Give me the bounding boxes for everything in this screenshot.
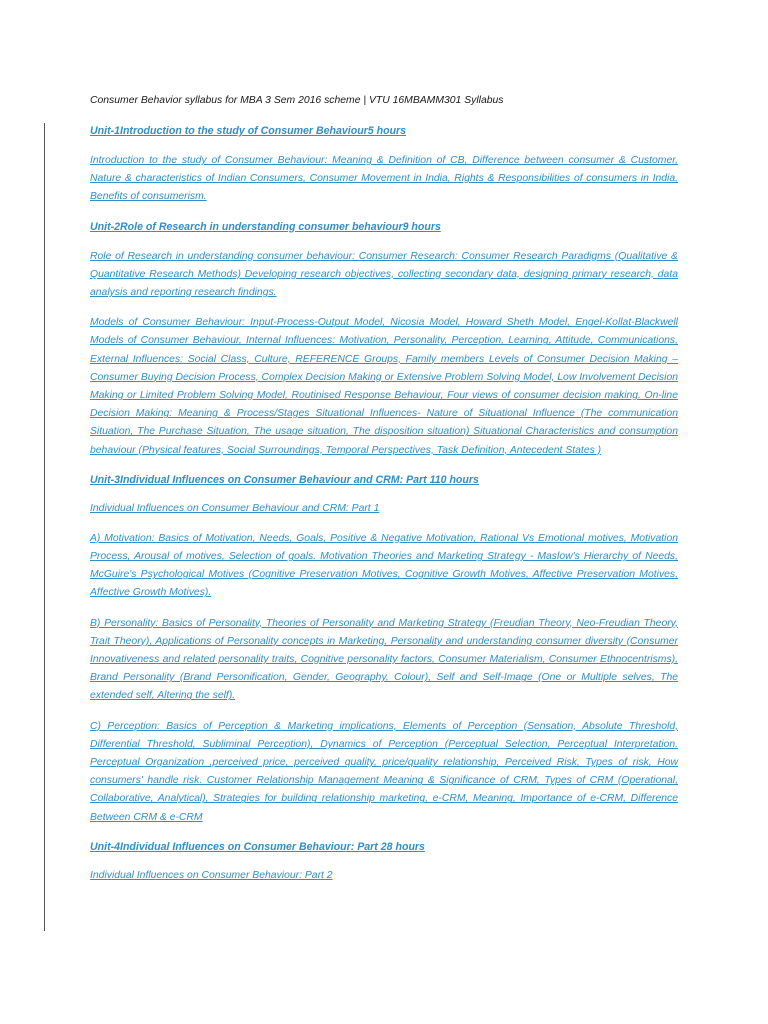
unit-3-heading-link[interactable]: Unit-3Individual Influences on Consumer Behaviour and CRM: Part 110 hours	[90, 473, 479, 486]
margin-change-bar	[44, 123, 45, 931]
unit-1-heading-link[interactable]: Unit-1Introduction to the study of Consumer Behaviour5 hours	[90, 125, 407, 137]
unit-2-paragraph-models-link[interactable]: Models of Consumer Behaviour: Input-Process-Output Model, Nicosia Model, Howard Sheth Model, Engel-Kollat-Blackwell Models of Consumer Behaviour, Internal Influences: Motivation, Personality, Perception, Learning, Attitude, Communications, External Influences: Social Class, Culture, REFERENCE Groups, Family members Levels of Consumer Decision Making – Consumer Buying Decision Process, Complex Decision Making or Extensive Problem Solving Model, Low Involvement Decision Making or Limited Problem Solving Model, Routinised Response Behaviour, Four views of consumer decision making. On-line Decision Making: Meaning & Process/Stages Situational Influences- Nature of Situational Influence (The communication Situation, The Purchase Situation, The usage situation, The disposition situation) Situational Characteristics and consumption behaviour (Physical features, Social Surroundings, Temporal Perspectives, Task Definition, Antecedent States )	[90, 317, 678, 456]
unit-4-heading-link[interactable]: Unit-4Individual Influences on Consumer Behaviour: Part 28 hours	[90, 840, 425, 853]
unit-3-personality-paragraph-link[interactable]: B) Personality: Basics of Personality, Theories of Personality and Marketing Strategy (Freudian Theory, Neo-Freudian Theory, Trait Theory), Applications of Personality concepts in Marketing, Personality and understanding consumer diversity (Consumer Innovativeness and related personality traits, Cognitive personality factors, Consumer Materialism, Consumer Ethnocentrisms), Brand Personality (Brand Personification, Gender, Geography, Colour), Self and Self-Image (One or Multiple selves, The extended self, Altering the self).	[90, 617, 678, 702]
unit-3-subheading-link[interactable]: Individual Influences on Consumer Behaviour and CRM: Part 1	[90, 502, 380, 514]
unit-3-motivation-paragraph-link[interactable]: A) Motivation: Basics of Motivation, Needs, Goals, Positive & Negative Motivation, Rational Vs Emotional motives, Motivation Process, Arousal of motives, Selection of goals. Motivation Theories and Marketing Strategy - Maslow's Hierarchy of Needs, McGuire's Psychological Motives (Cognitive Preservation Motives, Cognitive Growth Motives, Affective Preservation Motives, Affective Growth Motives).	[90, 532, 678, 599]
unit-2-paragraph-research-link[interactable]: Role of Research in understanding consumer behaviour: Consumer Research: Consumer Research Paradigms (Qualitative & Quantitative Research Methods) Developing research objectives, collecting secondary data, designing primary research, data analysis and reporting research findings.	[90, 250, 678, 299]
unit-4-subheading-link[interactable]: Individual Influences on Consumer Behaviour: Part 2	[90, 869, 333, 881]
unit-2-heading-link[interactable]: Unit-2Role of Research in understanding consumer behaviour9 hours	[90, 220, 441, 233]
document-title: Consumer Behavior syllabus for MBA 3 Sem 2016 scheme | VTU 16MBAMM301 Syllabus	[90, 95, 504, 106]
document-page	[90, 93, 678, 897]
unit-3-perception-paragraph-link[interactable]: C) Perception: Basics of Perception & Marketing implications, Elements of Perception (Sensation, Absolute Threshold, Differential Threshold, Subliminal Perception), Dynamics of Perception (Perceptual Selection, Perceptual Interpretation. Perceptual Organization ,perceived price, perceived quality, price/quality relationship, Perceived Risk, Types of risk, How consumers' handle risk. Customer Relationship Management Meaning & Significance of CRM, Types of CRM (Operational, Collaborative, Analytical), Strategies for building relationship marketing, e-CRM, Meaning, Importance of e-CRM, Difference Between CRM & e-CRM	[90, 720, 678, 823]
unit-1-paragraph-link[interactable]: Introduction to the study of Consumer Behaviour: Meaning & Definition of CB, Difference between consumer & Customer, Nature & characteristics of Indian Consumers, Consumer Movement in India, Rights & Responsibilities of consumers in India, Benefits of consumerism.	[90, 155, 678, 203]
